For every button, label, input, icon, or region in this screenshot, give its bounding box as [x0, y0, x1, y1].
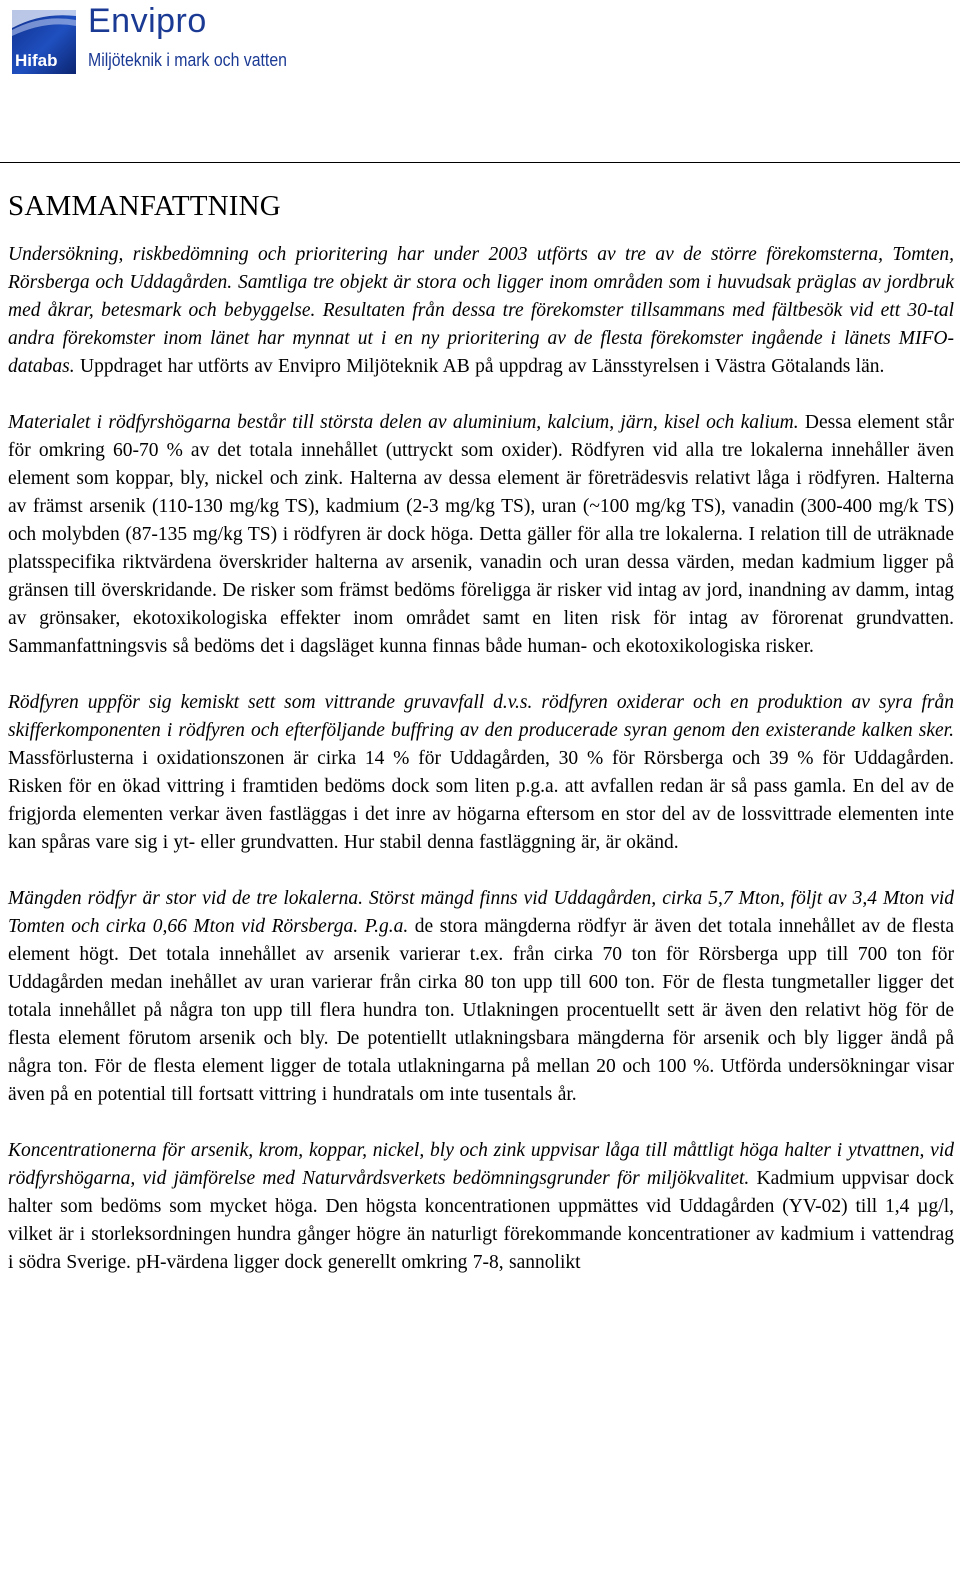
paragraph-italic: Materialet i rödfyrshögarna består till största delen av aluminium, kalcium, järn, kisel och kalium.	[8, 412, 799, 433]
paragraph-normal: de stora mängderna rödfyr är även det totala innehållet av de flesta element högt. Det totala innehållet av arsenik varierar t.ex. från cirka 70 ton för Rörsberga upp till 700 ton för Uddagården medan inehållet av uran varierar från cirka 80 ton upp till 600 ton. För de flesta tungmetaller ligger det totala innehållet på några ton upp till flera hundra ton. Utlakningen procentuellt sett är även den relativt hög för de flesta element förutom arsenik och bly. De potentiellt utlakningsbara mängderna för arsenik och bly ligger ändå på några ton. För de flesta element ligger de totala utlakningarna på mellan 20 och 100 %. Utförda undersökningar visar även på en potential till fortsatt vittring i hundratals om inte tusentals år.	[8, 916, 955, 1105]
page-header	[8, 2, 408, 78]
paragraph-italic: Undersökning, riskbedömning och prioritering har under 2003 utförts av tre av de större förekomsterna, Tomten, Rörsberga och Uddagården. Samtliga tre objekt är stora och ligger inom områden som i huvudsak präglas av jordbruk med åkrar, betesmark och bebyggelse. Resultaten från dessa tre förekomster tillsammans med fältbesök vid ett 30-tal andra förekomster inom länet har mynnat ut i en ny prioritering av de flesta förekomster ingående i länets MIFO-databas.	[8, 244, 954, 377]
paragraph-italic: Mängden rödfyr är stor vid de tre lokalerna. Störst mängd finns vid Uddagården, cirka 5,7 Mton, följt av 3,4 Mton vid Tomten och cirka 0,66 Mton vid Rörsberga. P.g.a.	[8, 888, 954, 937]
paragraph-italic: Koncentrationerna för arsenik, krom, koppar, nickel, bly och zink uppvisar låga till måttligt höga halter i ytvattnen, vid rödfyrshögarna, vid jämförelse med Naturvårdsverkets bedömningsgrunder för miljökvalitet.	[8, 1140, 954, 1189]
paragraph-3	[8, 689, 954, 857]
header-divider	[0, 162, 960, 163]
brand-tagline: Miljöteknik i mark och vatten	[88, 50, 287, 70]
paragraph-italic: Rödfyren uppför sig kemiskt sett som vittrande gruvavfall d.v.s. rödfyren oxiderar och en produktion av syra från skifferkomponenten i rödfyren och efterföljande buffring av den producerade syran genom den existerande kalken sker.	[8, 692, 954, 741]
page-title: SAMMANFATTNING	[8, 190, 281, 222]
paragraph-normal: Kadmium uppvisar dock halter som bedöms som mycket höga. Den högsta koncentrationen uppmättes vid Uddagården (YV-02) till 1,4 µg/l, vilket är i storleksordningen hundra gånger högre än naturligt förekommande koncentrationer av kadmium i vattendrag i södra Sverige. pH-värdena ligger dock generellt omkring 7-8, sannolikt	[8, 1168, 954, 1273]
paragraph-5	[8, 1137, 954, 1277]
document-body	[8, 190, 954, 1305]
paragraph-4	[8, 885, 954, 1109]
paragraph-2	[8, 409, 954, 661]
paragraph-normal: Massförlusterna i oxidationszonen är cirka 14 % för Uddagården, 30 % för Rörsberga och 39 % för Uddagården. Risken för en ökad vittring i framtiden bedöms dock som liten p.g.a. att avfallen redan är så pass gamla. En del av de frigjorda elementen verkar även fastläggas i det inre av högarna eftersom en stor del av de lossvittrade elementen inte kan spåras vare sig i yt- eller grundvatten. Hur stabil denna fastläggning är, är okänd.	[8, 748, 954, 853]
brand-name: Envipro	[88, 2, 207, 40]
logo-icon	[12, 10, 76, 74]
hifab-logo	[12, 10, 76, 74]
logo-text: Hifab	[15, 51, 58, 70]
paragraph-normal: Uppdraget har utförts av Envipro Miljöteknik AB på uppdrag av Länsstyrelsen i Västra Götalands län.	[74, 356, 885, 377]
paragraph-normal: Dessa element står för omkring 60-70 % av det totala innehållet (uttryckt som oxider). Rödfyren vid alla tre lokalerna innehåller även element som koppar, bly, nickel och zink. Halterna av dessa element är företrädesvis relativt låga i rödfyren. Halterna av främst arsenik (110-130 mg/kg TS), kadmium (2-3 mg/kg TS), uran (~100 mg/kg TS), vanadin (300-400 mg/k TS) och molybden (87-135 mg/kg TS) i rödfyren är dock höga. Detta gäller för alla tre lokalerna. I relation till de uträknade platsspecifika riktvärdena överskrider halterna av arsenik, vanadin och uran dessa värden, medan kadmium ligger på gränsen till överskridande. De risker som främst bedöms föreligga är risker vid intag av jord, inandning av damm, intag av grönsaker, ekotoxikologiska effekter inom området samt en liten risk för intag av förorenat grundvatten. Sammanfattningsvis så bedöms det i dagsläget kunna finnas både human- och ekotoxikologiska risker.	[8, 412, 954, 657]
paragraph-1	[8, 241, 954, 381]
